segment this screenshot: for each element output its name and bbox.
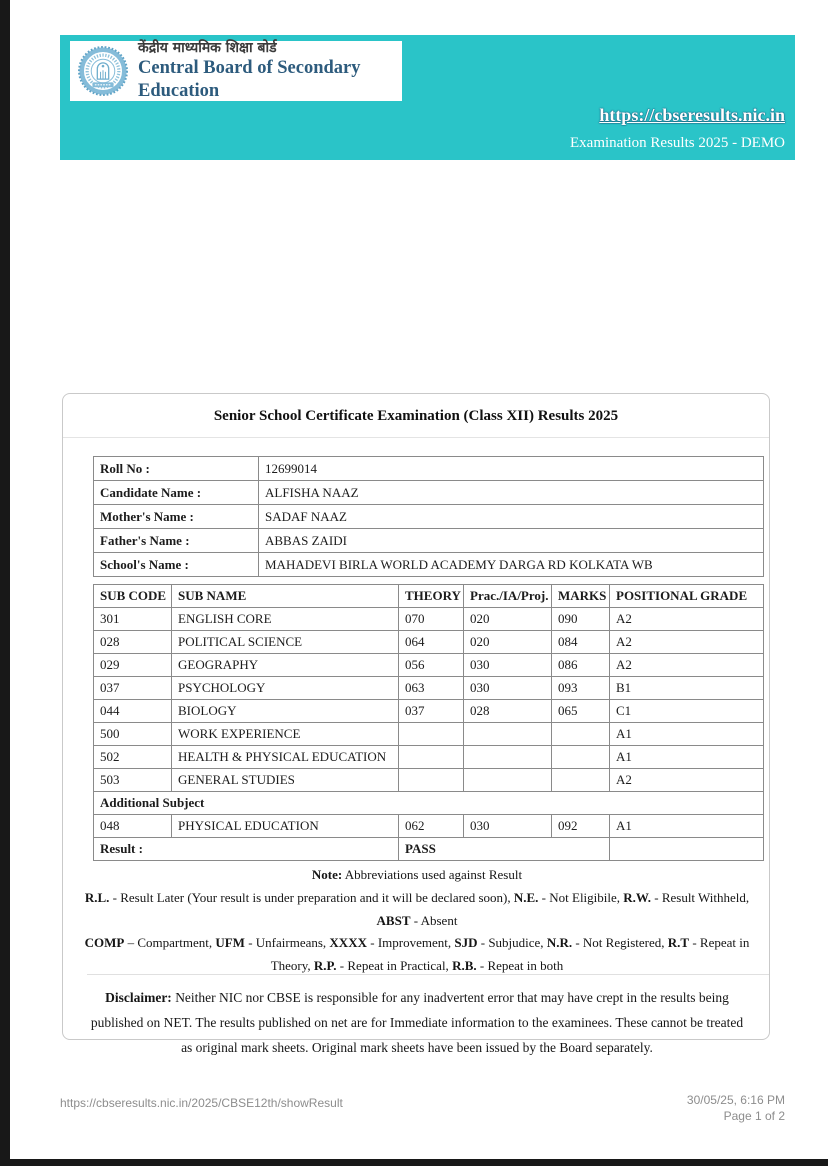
subject-code-cell: 044 bbox=[94, 700, 172, 723]
theory-marks-cell: 037 bbox=[399, 700, 464, 723]
bottom-edge-strip bbox=[0, 1159, 828, 1166]
positional-grade-cell: A2 bbox=[610, 654, 764, 677]
total-marks-cell: 090 bbox=[552, 608, 610, 631]
board-name-english: Central Board of Secondary Education bbox=[138, 58, 361, 101]
subject-name-cell: WORK EXPERIENCE bbox=[172, 723, 399, 746]
positional-grade-cell: A1 bbox=[610, 746, 764, 769]
practical-marks-cell: 030 bbox=[464, 677, 552, 700]
total-marks-cell bbox=[552, 723, 610, 746]
candidate-field-label: Candidate Name : bbox=[94, 481, 259, 505]
subject-code-cell: 029 bbox=[94, 654, 172, 677]
note-heading: Note: Abbreviations used against Result bbox=[311, 867, 523, 882]
disclaimer-text: Disclaimer: Neither NIC nor CBSE is responsible for any inadvertent error that may have crept in the results being published on NET. The results published on net are for Immediate information to the examinees. These cannot be treated as original mark sheets. Original mark sheets have been issued by the Board separately. bbox=[90, 990, 744, 1055]
positional-grade-cell: A2 bbox=[610, 608, 764, 631]
total-marks-cell: 092 bbox=[552, 815, 610, 838]
result-row bbox=[94, 838, 764, 861]
subject-name-cell: GENERAL STUDIES bbox=[172, 769, 399, 792]
practical-marks-cell: 030 bbox=[464, 654, 552, 677]
col-header-sub-name: SUB NAME bbox=[172, 585, 399, 608]
theory-marks-cell bbox=[399, 769, 464, 792]
candidate-info-row bbox=[94, 457, 764, 481]
footer-meta bbox=[687, 1092, 785, 1124]
candidate-field-value: MAHADEVI BIRLA WORLD ACADEMY DARGA RD KOLKATA WB bbox=[259, 553, 764, 577]
subject-name-cell: GEOGRAPHY bbox=[172, 654, 399, 677]
subject-name-cell: PSYCHOLOGY bbox=[172, 677, 399, 700]
positional-grade-cell: A1 bbox=[610, 723, 764, 746]
candidate-info-row bbox=[94, 529, 764, 553]
footer-datetime: 30/05/25, 6:16 PM bbox=[686, 1093, 785, 1107]
left-edge-strip bbox=[0, 0, 10, 1166]
subject-code-cell: 037 bbox=[94, 677, 172, 700]
subject-row bbox=[94, 769, 764, 792]
total-marks-cell: 086 bbox=[552, 654, 610, 677]
candidate-field-value: 12699014 bbox=[259, 457, 764, 481]
title-divider bbox=[63, 437, 769, 438]
candidate-field-value: ABBAS ZAIDI bbox=[259, 529, 764, 553]
result-label: Result : bbox=[94, 838, 399, 861]
candidate-field-label: Mother's Name : bbox=[94, 505, 259, 529]
subject-name-cell: BIOLOGY bbox=[172, 700, 399, 723]
practical-marks-cell: 020 bbox=[464, 608, 552, 631]
total-marks-cell bbox=[552, 769, 610, 792]
marks-table bbox=[93, 584, 764, 861]
subject-name-cell: ENGLISH CORE bbox=[172, 608, 399, 631]
theory-marks-cell: 062 bbox=[399, 815, 464, 838]
positional-grade-cell: C1 bbox=[610, 700, 764, 723]
practical-marks-cell bbox=[464, 746, 552, 769]
subject-name-cell: POLITICAL SCIENCE bbox=[172, 631, 399, 654]
banner-subtitle: Examination Results 2025 - DEMO bbox=[570, 135, 785, 151]
note-block bbox=[77, 864, 757, 978]
marks-header-row bbox=[94, 585, 764, 608]
header-banner bbox=[60, 35, 795, 160]
subject-row bbox=[94, 723, 764, 746]
subject-row bbox=[94, 815, 764, 838]
col-header-positional-grade: POSITIONAL GRADE bbox=[610, 585, 764, 608]
positional-grade-cell: B1 bbox=[610, 677, 764, 700]
subject-code-cell: 028 bbox=[94, 631, 172, 654]
candidate-info-row bbox=[94, 481, 764, 505]
theory-marks-cell: 070 bbox=[399, 608, 464, 631]
theory-marks-cell bbox=[399, 746, 464, 769]
total-marks-cell: 084 bbox=[552, 631, 610, 654]
candidate-field-label: School's Name : bbox=[94, 553, 259, 577]
disclaimer-divider bbox=[87, 974, 769, 975]
subject-name-cell: HEALTH & PHYSICAL EDUCATION bbox=[172, 746, 399, 769]
board-name-hindi: केंद्रीय माध्यमिक शिक्षा बोर्ड bbox=[138, 40, 277, 57]
theory-marks-cell: 056 bbox=[399, 654, 464, 677]
col-header-sub-code: SUB CODE bbox=[94, 585, 172, 608]
subject-name-cell: PHYSICAL EDUCATION bbox=[172, 815, 399, 838]
candidate-field-label: Father's Name : bbox=[94, 529, 259, 553]
candidate-field-value: SADAF NAAZ bbox=[259, 505, 764, 529]
subject-row bbox=[94, 677, 764, 700]
col-header-marks: MARKS bbox=[552, 585, 610, 608]
subject-row bbox=[94, 631, 764, 654]
footer-url: https://cbseresults.nic.in/2025/CBSE12th/showResult bbox=[60, 1096, 343, 1110]
subject-code-cell: 048 bbox=[94, 815, 172, 838]
subject-code-cell: 502 bbox=[94, 746, 172, 769]
result-grade-empty-cell bbox=[610, 838, 764, 861]
positional-grade-cell: A2 bbox=[610, 631, 764, 654]
page-title: Senior School Certificate Examination (Class XII) Results 2025 bbox=[213, 408, 619, 424]
total-marks-cell: 093 bbox=[552, 677, 610, 700]
theory-marks-cell: 064 bbox=[399, 631, 464, 654]
practical-marks-cell: 020 bbox=[464, 631, 552, 654]
cbse-logo-icon bbox=[77, 45, 129, 97]
total-marks-cell bbox=[552, 746, 610, 769]
subject-row bbox=[94, 746, 764, 769]
practical-marks-cell bbox=[464, 769, 552, 792]
results-site-link[interactable]: https://cbseresults.nic.in bbox=[599, 105, 785, 125]
candidate-info-row bbox=[94, 553, 764, 577]
subject-code-cell: 301 bbox=[94, 608, 172, 631]
additional-subject-label-row bbox=[94, 792, 764, 815]
col-header-practical: Prac./IA/Proj. bbox=[464, 585, 552, 608]
practical-marks-cell bbox=[464, 723, 552, 746]
positional-grade-cell: A1 bbox=[610, 815, 764, 838]
subject-row bbox=[94, 654, 764, 677]
practical-marks-cell: 030 bbox=[464, 815, 552, 838]
board-logo-card bbox=[70, 41, 402, 101]
result-card bbox=[62, 393, 770, 1055]
theory-marks-cell: 063 bbox=[399, 677, 464, 700]
subject-code-cell: 503 bbox=[94, 769, 172, 792]
positional-grade-cell: A2 bbox=[610, 769, 764, 792]
theory-marks-cell bbox=[399, 723, 464, 746]
note-abbreviations-line2: COMP – Compartment, UFM - Unfairmeans, XXXX - Improvement, SJD - Subjudice, N.R. - Not Registered, R.T - Repeat in Theory, R.P. - Repeat in Practical, R.B. - Repeat in both bbox=[84, 935, 750, 973]
footer-page-number: Page 1 of 2 bbox=[723, 1109, 785, 1124]
candidate-field-value: ALFISHA NAAZ bbox=[259, 481, 764, 505]
candidate-info-table bbox=[93, 456, 764, 577]
practical-marks-cell: 028 bbox=[464, 700, 552, 723]
total-marks-cell: 065 bbox=[552, 700, 610, 723]
subject-row bbox=[94, 700, 764, 723]
candidate-info-row bbox=[94, 505, 764, 529]
additional-subject-label: Additional Subject bbox=[94, 792, 764, 815]
subject-row bbox=[94, 608, 764, 631]
candidate-field-label: Roll No : bbox=[94, 457, 259, 481]
note-abbreviations-line1: R.L. - Result Later (Your result is under preparation and it will be declared soon), N.E. - Not Eligibile, R.W. - Result Withheld, ABST - Absent bbox=[84, 889, 750, 928]
col-header-theory: THEORY bbox=[399, 585, 464, 608]
subject-code-cell: 500 bbox=[94, 723, 172, 746]
result-value: PASS bbox=[399, 838, 610, 861]
